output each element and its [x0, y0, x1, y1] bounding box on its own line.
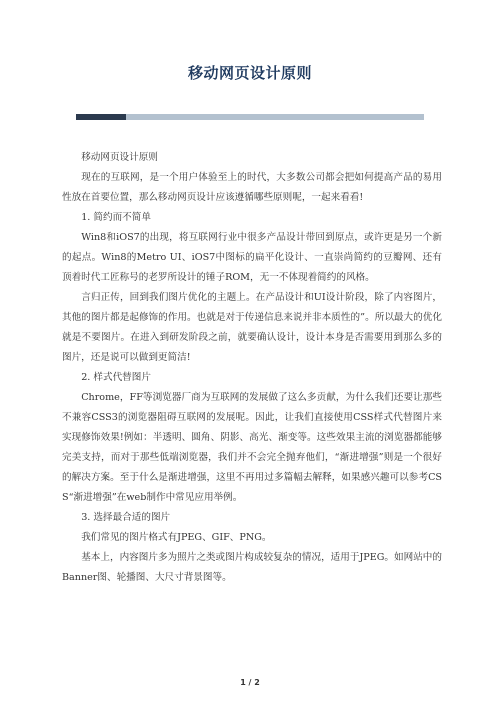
paragraph: 现在的互联网，是一个用户体验至上的时代，大多数公司都会把如何提高产品的易用性放在首要位置，那么移动网页设计应该遵循哪些原则呢，一起来看看! [62, 172, 442, 203]
paragraph: 言归正传，回到我们图片优化的主题上。在产品设计和UI设计阶段，除了内容图片，其他的图片都是起修饰的作用。也就是对于传递信息来说并非本质性的”。所以最大的优化就是不要图片。在进入到研发阶段之前，就要确认设计，设计本身是否需要用到那么多的图片，还是说可以做到更简洁! [62, 292, 442, 363]
paragraph: Win8和iOS7的出现，将互联网行业中很多产品设计带回到原点，或许更是另一个新的起点。Win8的Metro UI、iOS7中图标的扁平化设计、一直崇尚简约的豆瓣网、还有顶着时代工匠称号的老罗所设计的锤子ROM，无一不体现着简约的风格。 [62, 232, 442, 283]
section-heading: 3. 选择最合适的图片 [81, 512, 171, 523]
divider-accent [76, 114, 126, 120]
document-title: 移动网页设计原则 [187, 64, 312, 82]
section-heading: 2. 样式代替图片 [81, 372, 151, 383]
page-number: 1 / 2 [240, 678, 260, 687]
paragraph: Chrome，FF等浏览器厂商为互联网的发展做了这么多贡献，为什么我们还要让那些不兼容CSS3的浏览器阻碍互联网的发展呢。因此，让我们直接使用CSS样式代替图片来实现修饰效果!例如：半透明、圆角、阴影、高光、渐变等。这些效果主流的浏览器都能够完美支持，而对于那些低端浏览器，我们并不会完全抛弃他们，“渐进增强”则是一个很好的解决方案。至于什么是渐进增强，这里不再用过多篇幅去解释，如果感兴趣可以参考CSS“渐进增强”在web制作中常见应用举例。 [62, 392, 442, 503]
paragraph: 移动网页设计原则 [81, 152, 158, 163]
section-heading: 1. 简约而不简单 [81, 212, 151, 223]
title-divider [76, 114, 424, 120]
document-body [62, 148, 442, 588]
paragraph: 基本上，内容图片多为照片之类或图片构成较复杂的情况，适用于JPEG。如网站中的Banner图、轮播图、大尺寸背景图等。 [62, 552, 442, 583]
divider-line [126, 114, 424, 120]
paragraph: 我们常见的图片格式有JPEG、GIF、PNG。 [81, 532, 272, 543]
